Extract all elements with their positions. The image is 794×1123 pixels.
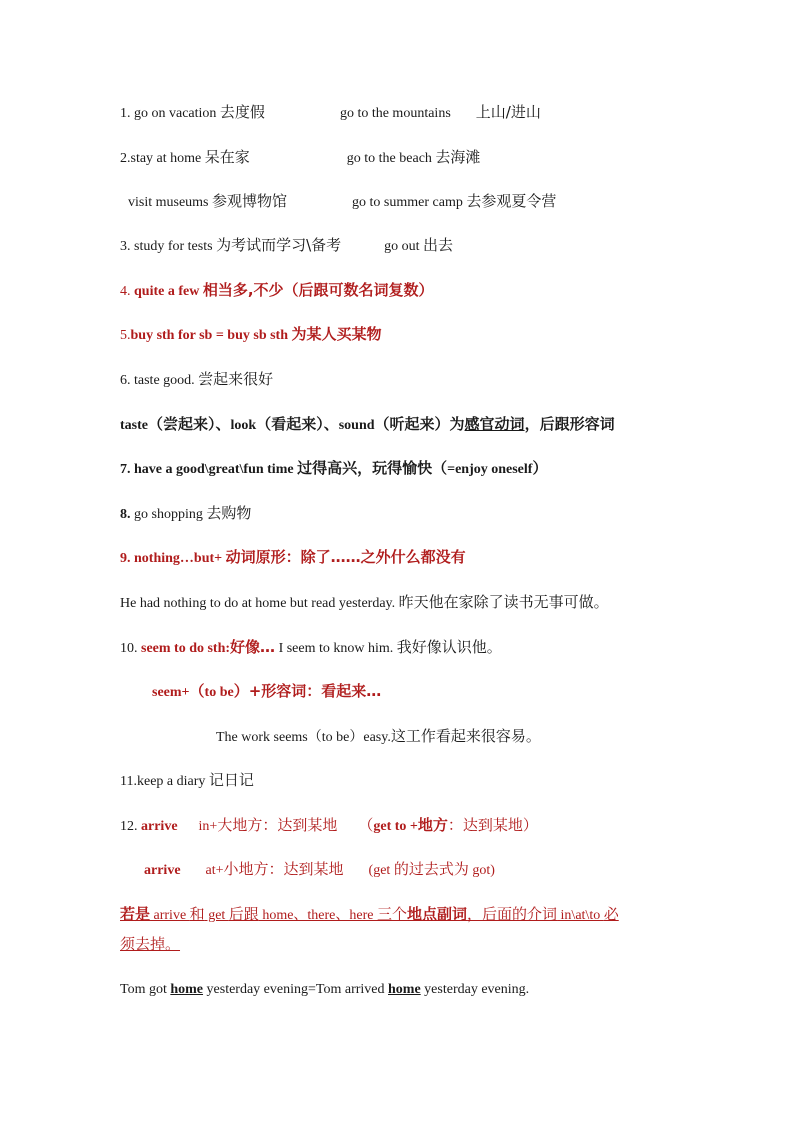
phrase: go shopping bbox=[130, 507, 207, 522]
vocab-line-11 bbox=[120, 769, 254, 793]
translation: 尝起来很好 bbox=[198, 370, 274, 388]
translation: （看起来）、 bbox=[256, 415, 339, 433]
note: ，后面的介词 bbox=[467, 905, 558, 923]
preposition: in+ bbox=[198, 819, 218, 834]
note: home、there、here bbox=[258, 908, 377, 923]
note: (get bbox=[368, 863, 394, 878]
bracket: ） bbox=[233, 682, 249, 700]
explanation: 小地方：达到某地 bbox=[223, 860, 344, 878]
item-number: 5. bbox=[120, 328, 131, 343]
explanation: 好像… bbox=[230, 638, 276, 656]
explanation: 动词原形：除了……之外什么都没有 bbox=[225, 548, 466, 566]
vocab-line-2 bbox=[120, 146, 480, 170]
synonym: =enjoy oneself bbox=[447, 462, 533, 477]
explanation: 地方 bbox=[417, 816, 448, 834]
note: 须去掉。 bbox=[120, 935, 181, 953]
translation: 上山/进山 bbox=[475, 103, 541, 121]
translation: 出去 bbox=[423, 236, 454, 254]
grammar-point-10b bbox=[152, 680, 381, 704]
translation: ，后跟形容词 bbox=[524, 415, 615, 433]
explanation: 大地方：达到某地 bbox=[217, 816, 338, 834]
phrase: go to the mountains bbox=[339, 106, 451, 121]
key-term: 地点副词 bbox=[407, 905, 468, 923]
grammar-point-5 bbox=[120, 323, 382, 347]
note: got) bbox=[468, 863, 495, 878]
note: 三个 bbox=[377, 905, 408, 923]
vocab-line-6 bbox=[120, 368, 273, 392]
phrase: 2.stay at home bbox=[120, 151, 205, 166]
translation: （听起来）为 bbox=[374, 415, 465, 433]
note: 后跟 bbox=[228, 905, 259, 923]
sentence: He had nothing to do at home but read yesterday. bbox=[120, 596, 399, 611]
rule-note-line-2 bbox=[120, 933, 180, 957]
item-number: 12. bbox=[120, 819, 141, 834]
vocab-line-8 bbox=[120, 502, 251, 526]
vocab-line-1 bbox=[120, 101, 541, 125]
grammar-point-10 bbox=[120, 636, 502, 660]
phrase: arrive bbox=[141, 819, 178, 834]
vocab-line-3 bbox=[128, 190, 556, 214]
translation: 去参观夏令营 bbox=[466, 192, 557, 210]
word: look bbox=[230, 418, 257, 433]
sense-verbs-note bbox=[120, 413, 615, 437]
note: in\at\to bbox=[557, 908, 604, 923]
bracket: （ bbox=[189, 682, 205, 700]
example-sentence-9 bbox=[120, 591, 609, 615]
bracket: （ bbox=[358, 816, 374, 834]
phrase: seem to do sth: bbox=[141, 641, 231, 656]
note: 若是 bbox=[120, 905, 151, 923]
phrase: to be bbox=[204, 685, 234, 700]
vocab-line-4 bbox=[120, 234, 453, 258]
grammar-point-12b bbox=[144, 858, 495, 882]
bracket: ） bbox=[532, 459, 548, 477]
translation: 这工作看起来很容易。 bbox=[390, 727, 541, 745]
phrase: 3. study for tests bbox=[120, 239, 217, 254]
phrase: 1. go on vacation bbox=[120, 106, 220, 121]
preposition: at+ bbox=[205, 863, 224, 878]
sentence: The work seems（to be）easy. bbox=[216, 730, 391, 745]
phrase: go to the beach bbox=[346, 151, 436, 166]
example-sentence-10 bbox=[216, 725, 541, 749]
translation: 呆在家 bbox=[204, 148, 250, 166]
example-sentence-12 bbox=[120, 979, 529, 1001]
example: I seem to know him. bbox=[275, 641, 397, 656]
item-number: 4. bbox=[120, 284, 134, 299]
word: taste bbox=[120, 418, 148, 433]
item-number: 10. bbox=[120, 641, 141, 656]
translation: 记日记 bbox=[208, 771, 254, 789]
explanation: 过得高兴，玩得愉快（ bbox=[297, 459, 448, 477]
sentence: yesterday evening=Tom arrived bbox=[203, 982, 388, 997]
phrase: 9. nothing…but+ bbox=[120, 551, 226, 566]
phrase: buy sth for sb = buy sb sth bbox=[130, 328, 292, 343]
phrase: 6. taste good. bbox=[120, 373, 199, 388]
grammar-point-7 bbox=[120, 457, 547, 481]
phrase: 7. have a good\great\fun time bbox=[120, 462, 298, 477]
item-number: 8. bbox=[120, 507, 131, 522]
explanation: +形容词：看起来… bbox=[248, 682, 382, 700]
explanation: 相当多,不少（后跟可数名词复数） bbox=[202, 281, 434, 299]
explanation: 为某人买某物 bbox=[291, 325, 382, 343]
sentence: Tom got bbox=[120, 982, 171, 997]
grammar-point-9 bbox=[120, 546, 466, 570]
phrase: arrive bbox=[144, 863, 181, 878]
phrase: quite a few bbox=[134, 284, 203, 299]
explanation: ：达到某地） bbox=[447, 816, 538, 834]
sentence: yesterday evening. bbox=[420, 982, 530, 997]
note: 的过去式为 bbox=[393, 860, 469, 878]
phrase: seem+ bbox=[152, 685, 190, 700]
translation: 为考试而学习\备考 bbox=[216, 236, 342, 254]
key-word: home bbox=[388, 982, 421, 997]
rule-note-line-1 bbox=[120, 903, 619, 927]
note: 必 bbox=[603, 905, 619, 923]
grammar-point-4 bbox=[120, 279, 434, 303]
translation: 去购物 bbox=[206, 504, 252, 522]
note: 和 bbox=[189, 905, 205, 923]
note: arrive bbox=[150, 908, 190, 923]
key-word: home bbox=[170, 982, 204, 997]
translation: （尝起来）、 bbox=[148, 415, 231, 433]
key-term: 感官动词 bbox=[464, 415, 525, 433]
phrase: get to + bbox=[373, 819, 418, 834]
translation: 参观博物馆 bbox=[212, 192, 288, 210]
translation: 去度假 bbox=[219, 103, 265, 121]
translation: 我好像认识他。 bbox=[396, 638, 502, 656]
note: get bbox=[204, 908, 229, 923]
translation: 昨天他在家除了读书无事可做。 bbox=[398, 593, 609, 611]
word: sound bbox=[338, 418, 375, 433]
phrase: visit museums bbox=[128, 195, 213, 210]
phrase: go to summer camp bbox=[352, 195, 467, 210]
phrase: 11.keep a diary bbox=[120, 774, 209, 789]
grammar-point-12 bbox=[120, 814, 538, 838]
translation: 去海滩 bbox=[435, 148, 481, 166]
phrase: go out bbox=[384, 239, 424, 254]
